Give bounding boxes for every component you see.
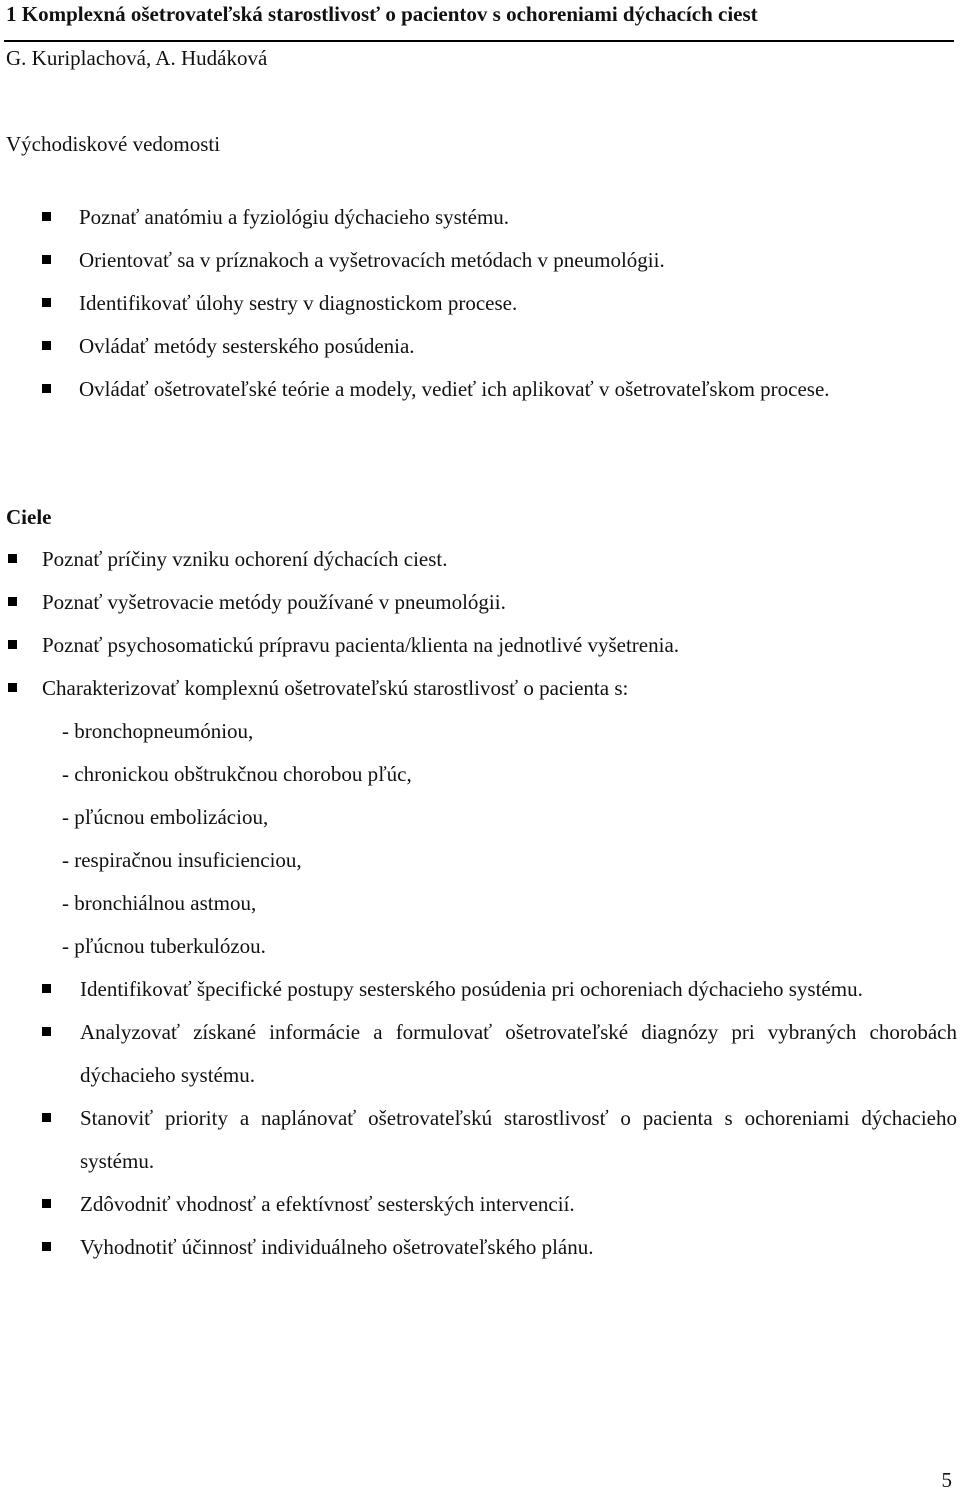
authors: G. Kuriplachová, A. Hudáková	[6, 46, 268, 70]
goals-list-continued	[0, 968, 960, 1269]
sublist-item: - pľúcnou tuberkulózou.	[62, 934, 266, 958]
list-item: Identifikovať úlohy sestry v diagnostickom procese.	[0, 282, 956, 325]
chapter-title: 1 Komplexná ošetrovateľská starostlivosť o pacientov s ochoreniami dýchacích ciest	[6, 2, 758, 26]
section-heading-goals: Ciele	[6, 505, 52, 529]
square-bullet-icon	[8, 683, 17, 692]
list-item: Vyhodnotiť účinnosť individuálneho ošetrovateľského plánu.	[0, 1226, 957, 1269]
list-item: Zdôvodniť vhodnosť a efektívnosť sesterských intervencií.	[0, 1183, 957, 1226]
list-item: Identifikovať špecifické postupy sesterského posúdenia pri ochoreniach dýchacieho systému.	[0, 968, 957, 1011]
square-bullet-icon	[42, 1199, 51, 1208]
sublist-item: - bronchiálnou astmou,	[62, 891, 257, 915]
square-bullet-icon	[42, 984, 51, 993]
sublist-item: - bronchopneumóniou,	[62, 719, 254, 743]
square-bullet-icon	[42, 1113, 51, 1122]
square-bullet-icon	[42, 384, 51, 393]
title-rule	[4, 40, 954, 42]
square-bullet-icon	[8, 597, 17, 606]
square-bullet-icon	[42, 298, 51, 307]
list-item: Analyzovať získané informácie a formulovať ošetrovateľské diagnózy pri vybraných chorobách dýchacieho systému.	[0, 1011, 957, 1097]
sublist-item: - chronickou obštrukčnou chorobou pľúc,	[62, 762, 412, 786]
list-item: Orientovať sa v príznakoch a vyšetrovacích metódach v pneumológii.	[0, 239, 956, 282]
list-item: Stanoviť priority a naplánovať ošetrovateľskú starostlivosť o pacienta s ochoreniami dýchacieho systému.	[0, 1097, 957, 1183]
square-bullet-icon	[42, 255, 51, 264]
list-item: Poznať anatómiu a fyziológiu dýchacieho systému.	[0, 196, 956, 239]
list-item: Poznať psychosomatickú prípravu pacienta/klienta na jednotlivé vyšetrenia.	[0, 624, 960, 667]
square-bullet-icon	[42, 1242, 51, 1251]
list-item: Charakterizovať komplexnú ošetrovateľskú starostlivosť o pacienta s: - bronchopneumóniou, - chronickou obštrukčnou chorobou pľúc, - pľúcnou embolizáciou, - respiračnou insuficienciou, - bronchiálnou astmou, - pľúcnou tuberkulózou.	[0, 667, 960, 968]
disease-sublist	[42, 710, 960, 968]
sublist-item: - pľúcnou embolizáciou,	[62, 805, 269, 829]
square-bullet-icon	[8, 640, 17, 649]
section-heading-knowledge: Východiskové vedomosti	[6, 132, 221, 156]
list-item: Ovládať ošetrovateľské teórie a modely, vedieť ich aplikovať v ošetrovateľskom procese.	[0, 368, 956, 411]
list-item: Poznať príčiny vzniku ochorení dýchacích ciest.	[0, 538, 960, 581]
page-number: 5	[941, 1468, 952, 1492]
goals-list	[0, 538, 960, 968]
sublist-item: - respiračnou insuficienciou,	[62, 848, 302, 872]
list-item: Poznať vyšetrovacie metódy používané v pneumológii.	[0, 581, 960, 624]
list-item: Ovládať metódy sesterského posúdenia.	[0, 325, 956, 368]
knowledge-list	[0, 196, 960, 411]
square-bullet-icon	[8, 554, 17, 563]
square-bullet-icon	[42, 212, 51, 221]
square-bullet-icon	[42, 1027, 51, 1036]
square-bullet-icon	[42, 341, 51, 350]
